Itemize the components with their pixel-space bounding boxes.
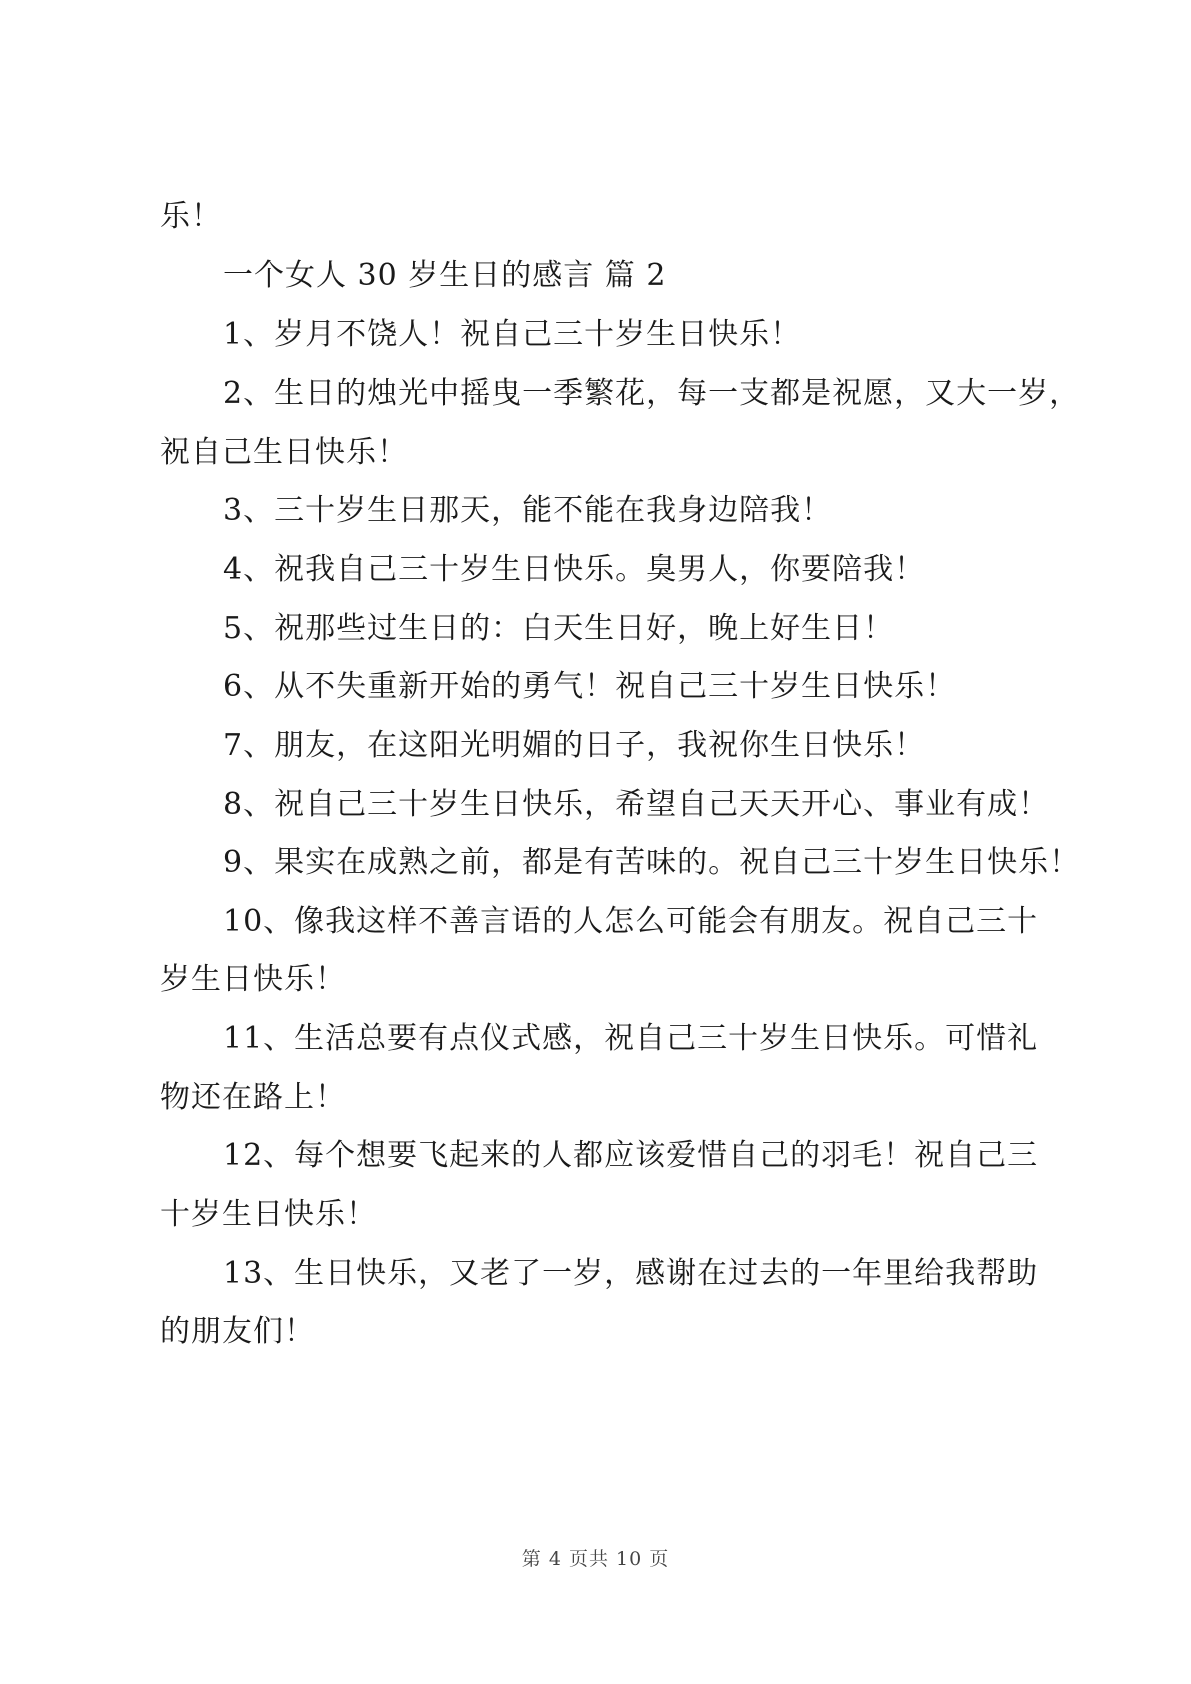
list-item-continuation: 十岁生日快乐！	[160, 1197, 377, 1232]
list-item: 10、像我这样不善言语的人怎么可能会有朋友。祝自己三十	[223, 904, 1039, 939]
list-item-continuation: 物还在路上！	[160, 1080, 346, 1115]
text-line: 乐！	[160, 199, 222, 234]
list-item: 13、生日快乐，又老了一岁，感谢在过去的一年里给我帮助	[223, 1256, 1039, 1291]
list-item: 12、每个想要飞起来的人都应该爱惜自己的羽毛！祝自己三	[223, 1138, 1039, 1173]
list-item: 6、从不失重新开始的勇气！祝自己三十岁生日快乐！	[223, 669, 957, 704]
list-item-continuation: 的朋友们！	[160, 1314, 315, 1349]
list-item: 9、果实在成熟之前，都是有苦味的。祝自己三十岁生日快乐！	[223, 845, 1081, 880]
list-item-continuation: 岁生日快乐！	[160, 962, 346, 997]
list-item: 1、岁月不饶人！祝自己三十岁生日快乐！	[223, 317, 802, 352]
list-item: 3、三十岁生日那天，能不能在我身边陪我！	[223, 493, 833, 528]
page-number-footer: 第 4 页共 10 页	[521, 1548, 670, 1570]
list-item: 8、祝自己三十岁生日快乐，希望自己天天开心、事业有成！	[223, 787, 1050, 822]
list-item: 5、祝那些过生日的：白天生日好，晚上好生日！	[223, 611, 895, 646]
section-heading: 一个女人 30 岁生日的感言 篇 2	[223, 258, 667, 293]
list-item: 11、生活总要有点仪式感，祝自己三十岁生日快乐。可惜礼	[223, 1021, 1039, 1056]
list-item: 7、朋友，在这阳光明媚的日子，我祝你生日快乐！	[223, 728, 926, 763]
list-item: 4、祝我自己三十岁生日快乐。臭男人，你要陪我！	[223, 552, 926, 587]
list-item-continuation: 祝自己生日快乐！	[160, 435, 408, 470]
list-item: 2、生日的烛光中摇曳一季繁花，每一支都是祝愿，又大一岁，	[223, 376, 1081, 411]
